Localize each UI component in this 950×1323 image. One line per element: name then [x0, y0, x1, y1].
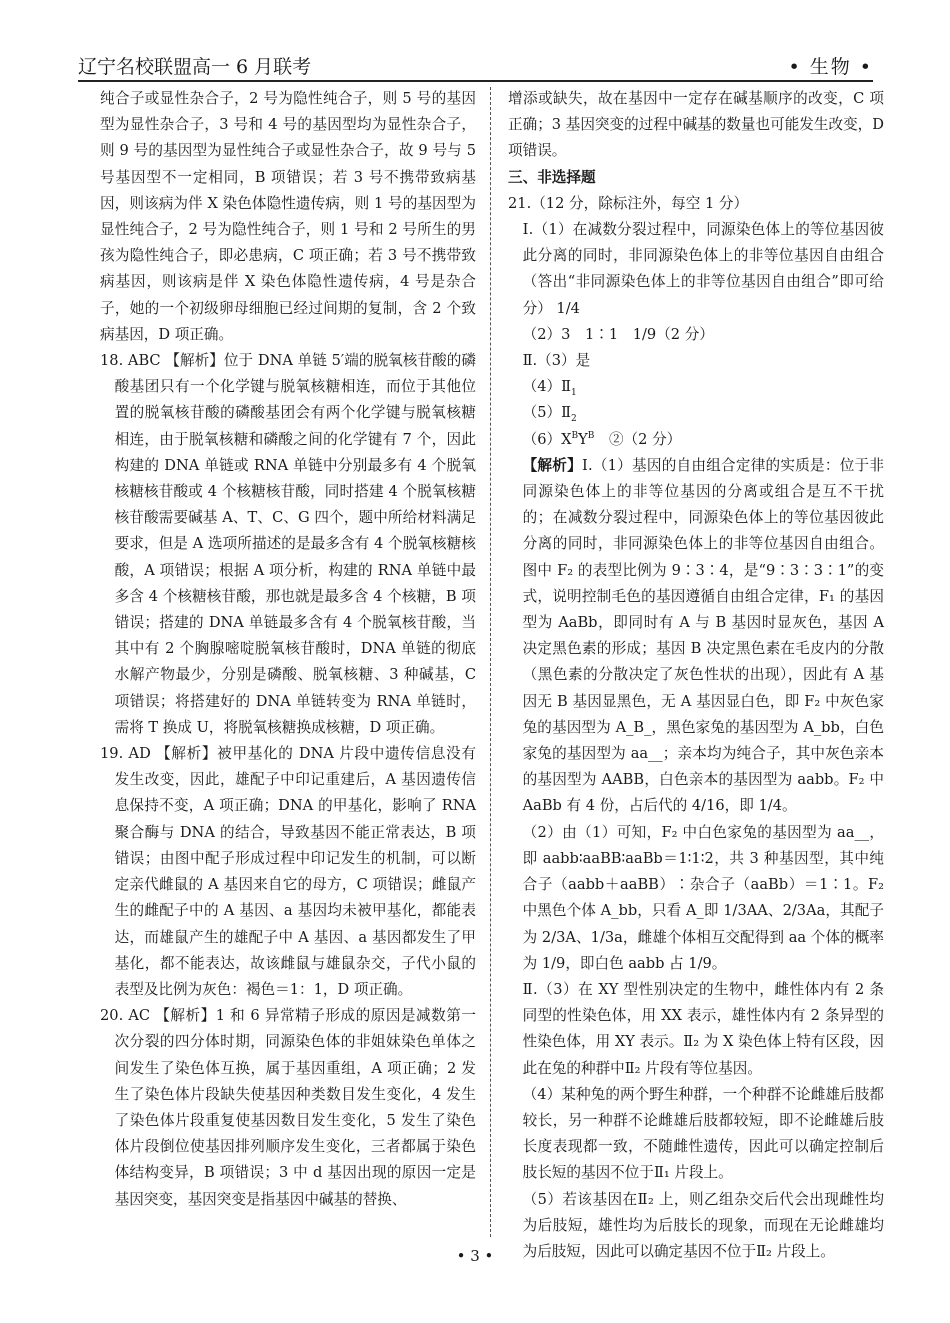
question-21-heading: 21.（12 分，除标注外，每空 1 分） [508, 194, 749, 212]
page-header [78, 52, 873, 80]
explanation-4: （4）某种兔的两个野生种群，一个种群不论雌雄后肢都较长，另一种群不论雌雄后肢都较短，即不论雌雄后肢长度表现都一致，不随雌性遗传，因此可以确定控制后肢长短的基因不位于Ⅱ₁ 片段上。 [522, 1085, 884, 1182]
page-number: • 3 • [456, 1247, 494, 1265]
explanation-3: Ⅱ.（3）在 XY 型性别决定的生物中，雌性体内有 2 条同型的性染色体，用 XX 表示，雄性体内有 2 条异型的性染色体，用 XY 表示。Ⅱ₂ 为 X 染色体上特有区段，因此在兔的种群中Ⅱ₂ 片段有等位基因。 [522, 980, 884, 1077]
answer-21-part1: Ⅰ.（1）在减数分裂过程中，同源染色体上的等位基因彼此分离的同时，非同源染色体上的非等位基因自由组合（答出“非同源染色体上的非等位基因自由组合”即可给分） 1/4 [522, 221, 884, 317]
left-column [100, 86, 476, 1213]
exam-title: 辽宁名校联盟高一 6 月联考 [78, 56, 312, 78]
answer-21-part5: $(5)Ⅱ_2$ [522, 404, 577, 425]
answer-20: 20. AC 【解析】1 和 6 异常精子形成的原因是减数第一次分裂的四分体时期，同源染色体的非姐妹染色单体之间发生了染色体互换，属于基因重组，A 项正确；2 发生了染色体片段缺失使基因种类数目发生变化，4 发生了染色体片段重复使基因数目发生变化，5 发生了染色体片段倒位使基因排列顺序发生变化，三者都属于染色体结构变异，B 项错误；3 中 d 基因出现的原因一定是基因突变，基因突变是指基因中碱基的替换、 [100, 1007, 476, 1208]
header-rule [78, 80, 873, 82]
answer-21-part4: $(4)Ⅱ_1$ [522, 378, 577, 399]
answer-19: 19. AD 【解析】被甲基化的 DNA 片段中遗传信息没有发生改变，因此，雄配子中印记重建后，A 基因遗传信息保持不变，A 项正确；DNA 的甲基化，影响了 RNA 聚合酶与 DNA 的结合，导致基因不能正常表达，B 项错误；由图中配子形成过程中印记发生的机制，可以断定亲代雌鼠的 A 基因来自它的母方，C 项错误；雌鼠产生的雌配子中的 A 基因、a 基因均未被甲基化，都能表达，而雄鼠产生的雄配子中 A 基因、a 基因都发生了甲基化，都不能表达，故该雌鼠与雄鼠杂交，子代小鼠的表型及比例为灰色：褐色＝1：1，D 项正确。 [100, 745, 476, 998]
right-column [508, 86, 884, 1265]
answer-21-part2: （2）3 1∶1 1/9（2 分） [522, 325, 714, 343]
answer-17-continued: 纯合子或显性杂合子，2 号为隐性纯合子，则 5 号的基因型为显性杂合子，3 号和 4 号的基因型均为显性杂合子，则 9 号的基因型为显性纯合子或显性杂合子，故 9 号与 5 号基因型不一定相同，B 项错误；若 3 号不携带致病基因，则该病为伴 X 染色体隐性遗传病，则 1 号的基因型为显性纯合子，2 号为隐性纯合子，则 1 号和 2 号所生的男孩为隐性纯合子，即必患病，C 项正确；若 3 号不携带致病基因，则该病是伴 X 染色体隐性遗传病，4 号是杂合子，她的一个初级卵母细胞已经过间期的复制，含 2 个致病基因，D 项正确。 [100, 90, 476, 343]
explanation-5: （5）若该基因在Ⅱ₂ 上，则乙组杂交后代会出现雌性均为后肢短，雄性均为后肢长的现象，而现在无论雌雄均为后肢短，因此可以确定基因不位于Ⅱ₂ 片段上。 [522, 1190, 884, 1260]
answer-21-part6: $(6)X^BY^B$ ②（2 分） [522, 430, 682, 448]
answer-20-continued: 增添或缺失，故在基因中一定存在碱基顺序的改变，C 项正确；3 基因突变的过程中碱基的数量也可能发生改变，D 项错误。 [508, 90, 884, 160]
explanation-1: 【解析】Ⅰ.（1）基因的自由组合定律的实质是：位于非同源染色体上的非等位基因的分离或组合是互不干扰的；在减数分裂过程中，同源染色体上的等位基因彼此分离的同时，非同源染色体上的非等位基因自由组合。图中 F₂ 的表型比例为 9∶3∶4，是“9∶3∶3∶1”的变式，说明控制毛色的基因遵循自由组合定律，F₁ 的基因型为 AaBb，即同时有 A 与 B 基因时显灰色，基因 A 决定黑色素的形成；基因 B 决定黑色素在毛皮内的分散（黑色素的分散决定了灰色性状的出现），因此有 A 基因无 B 基因显黑色，无 A 基因显白色，即 F₂ 中灰色家兔的基因型为 A_B_，黑色家兔的基因型为 A_bb，白色家兔的基因型为 aa__；亲本均为纯合子，其中灰色亲本的基因型为 AABB，白色亲本的基因型为 aabb。F₂ 中 AaBb 有 4 份，占后代的 4/16，即 1/4。 [522, 456, 884, 815]
answer-18: 18. ABC 【解析】位于 DNA 单链 5′端的脱氧核苷酸的磷酸基团只有一个化学键与脱氧核糖相连，而位于其他位置的脱氧核苷酸的磷酸基团会有两个化学键与脱氧核糖相连，由于脱氧核糖和磷酸之间的化学键有 7 个，因此构建的 DNA 单链或 RNA 单链中分别最多有 4 个脱氧核糖核苷酸或 4 个核糖核苷酸，同时搭建 4 个脱氧核糖核苷酸需要碱基 A、T、C、G 四个，题中所给材料满足要求，但是 A 选项所描述的是最多含有 4 个脱氧核糖核酸，A 项错误；根据 A 项分析，构建的 RNA 单链中最多含 4 个核糖核苷酸，那也就是最多含 4 个核糖，B 项错误；搭建的 DNA 单链最多含有 4 个脱氧核苷酸，当其中有 2 个胸腺嘧啶脱氧核苷酸时，DNA 单链的彻底水解产物最少，分别是磷酸、脱氧核糖、3 种碱基，C 项错误；将搭建好的 DNA 单链转变为 RNA 单链时，需将 T 换成 U，将脱氧核糖换成核糖，D 项正确。 [100, 352, 476, 736]
section-title: 三、非选择题 [508, 168, 596, 186]
answer-21-part3: Ⅱ.（3）是 [522, 352, 591, 370]
column-divider [490, 87, 491, 1237]
subject-label: • 生物 • [788, 56, 873, 78]
explanation-2: （2）由（1）可知，F₂ 中白色家兔的基因型为 aa__，即 aabb∶aaBB∶aaBb＝1∶1∶2，共 3 种基因型，其中纯合子（aabb＋aaBB）∶杂合子（aaBb）＝1∶1。F₂ 中黑色个体 A_bb，只看 A_即 1/3AA、2/3Aa，其配子为 2/3A、1/3a，雌雄个体相互交配得到 aa 个体的概率为 1/9，即白色 aabb 占 1/9。 [522, 823, 884, 972]
explanation-label: 【解析】 [522, 456, 582, 474]
